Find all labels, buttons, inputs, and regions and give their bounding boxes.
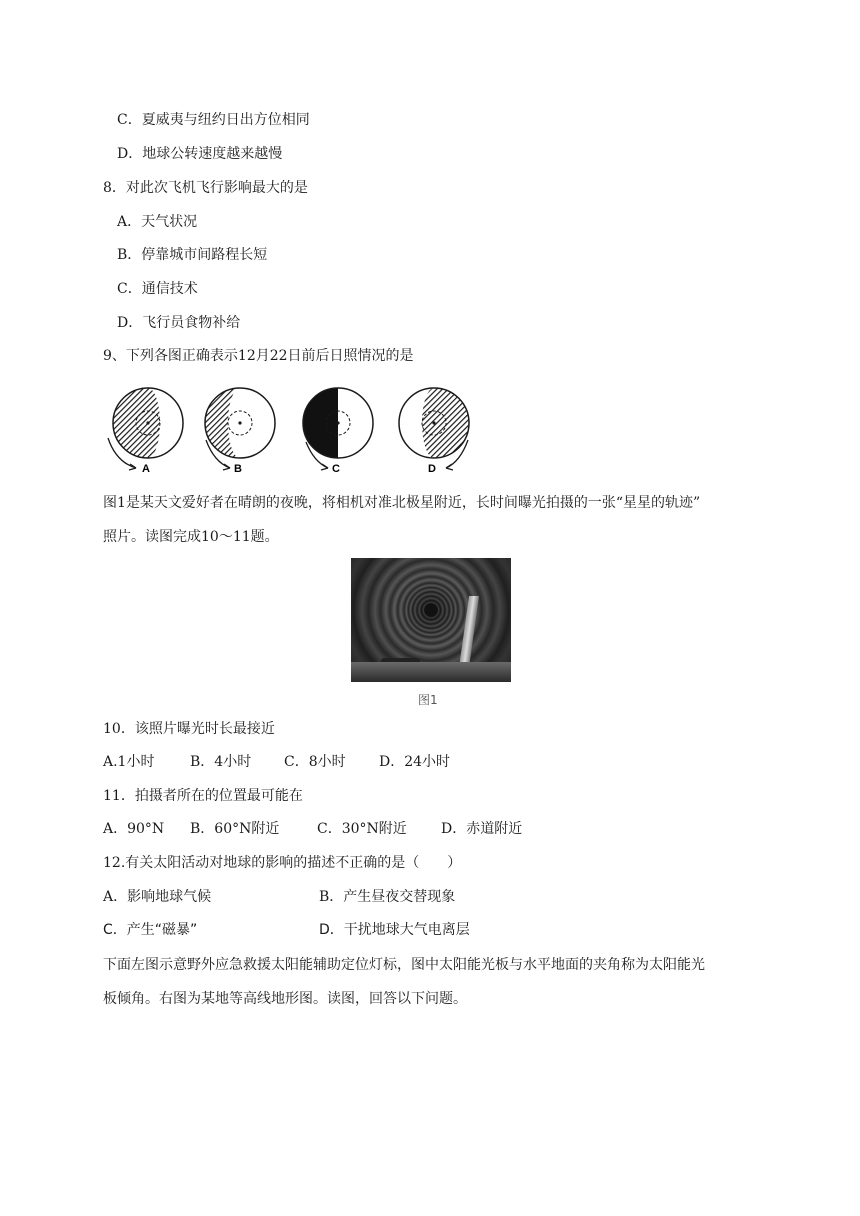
q8-option-c: C．通信技术 — [117, 281, 198, 297]
q7-option-d: D．地球公转速度越来越慢 — [117, 146, 283, 162]
q11-stem: 11．拍摄者所在的位置最可能在 — [103, 788, 303, 804]
q11-option-b: B．60°N附近 — [190, 821, 280, 837]
q9-label-d: D — [428, 463, 436, 475]
q9-label-a: A — [142, 463, 150, 475]
q11-option-c: C．30°N附近 — [317, 821, 407, 837]
q10-option-a: A.1小时 — [103, 754, 155, 770]
q8-option-b: B．停靠城市间路程长短 — [117, 247, 268, 263]
q11-options — [103, 819, 522, 839]
q12-stem: 12.有关太阳活动对地球的影响的描述不正确的是（ ） — [103, 855, 462, 871]
q8-stem: 8．对此次飞机飞行影响最大的是 — [103, 180, 308, 196]
q10-stem: 10．该照片曝光时长最接近 — [103, 721, 275, 737]
star-trail-photo — [351, 558, 511, 682]
q12-option-b: B．产生昼夜交替现象 — [319, 889, 456, 905]
q9-label-b: B — [234, 463, 242, 475]
intro-10-11-line1: 图1是某天文爱好者在晴朗的夜晚，将相机对准北极星附近，长时间曝光拍摄的一张“星星的轨迹” — [103, 495, 701, 511]
intro-next-line2: 板倾角。右图为某地等高线地形图。读图，回答以下问题。 — [103, 991, 467, 1007]
q9-illumination-diagrams — [102, 378, 482, 478]
diagram-b — [205, 388, 275, 470]
q10-option-c: C．8小时 — [284, 754, 346, 770]
diagram-c — [303, 388, 373, 470]
q12-option-d: D．干扰地球大气电离层 — [319, 922, 470, 938]
q12-option-a: A．影响地球气候 — [103, 889, 212, 905]
q9-stem: 9、下列各图正确表示12月22日前后日照情况的是 — [103, 348, 414, 364]
q10-option-d: D．24小时 — [379, 754, 451, 770]
diagram-d — [399, 388, 469, 470]
q9-label-c: C — [332, 463, 340, 475]
q12-options-row1 — [103, 887, 455, 907]
q7-option-c: C．夏威夷与纽约日出方位相同 — [117, 112, 310, 128]
q10-option-b: B．4小时 — [190, 754, 252, 770]
q12-options-row2 — [103, 920, 470, 940]
q8-option-d: D．飞行员食物补给 — [117, 315, 241, 331]
q11-option-a: A．90°N — [103, 821, 165, 837]
q12-option-c: C．产生“磁暴” — [103, 922, 198, 938]
q11-option-d: D．赤道附近 — [441, 821, 523, 837]
intro-10-11-line2: 照片。读图完成10～11题。 — [103, 529, 279, 545]
q8-option-a: A．天气状况 — [117, 214, 198, 230]
diagram-a — [108, 388, 183, 470]
intro-next-line1: 下面左图示意野外应急救援太阳能辅助定位灯标，图中太阳能光板与水平地面的夹角称为太阳能光 — [103, 957, 705, 973]
figure-1-caption: 图1 — [418, 693, 438, 707]
q10-options — [103, 752, 450, 772]
